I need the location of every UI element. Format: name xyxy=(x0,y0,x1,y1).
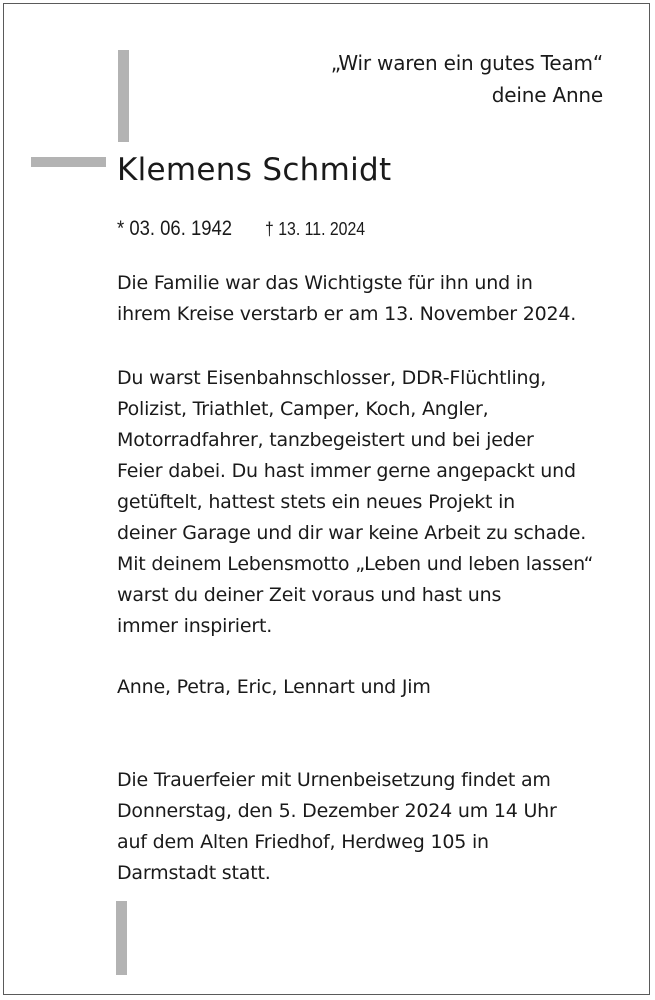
text-line: getüftelt, hattest stets ein neues Projekt in xyxy=(117,491,516,513)
paragraph-family xyxy=(117,268,617,330)
text-line: Die Trauerfeier mit Urnenbeisetzung findet am xyxy=(117,769,551,791)
text-line: Mit deinem Lebensmotto „Leben und leben lassen“ xyxy=(117,553,594,575)
text-line: ihrem Kreise verstarb er am 13. November 2024. xyxy=(117,303,577,325)
text-line: deiner Garage und dir war keine Arbeit zu schade. xyxy=(117,522,587,544)
cross-bar-horizontal xyxy=(31,157,106,167)
cross-bar-vertical-bottom xyxy=(116,901,127,975)
deceased-name: Klemens Schmidt xyxy=(117,152,392,188)
paragraph-life xyxy=(117,363,617,642)
quote-block xyxy=(331,47,603,111)
quote-author: deine Anne xyxy=(491,83,603,107)
text-line: immer inspiriert. xyxy=(117,615,273,637)
signature: Anne, Petra, Eric, Lennart und Jim xyxy=(117,676,431,698)
text-line: Polizist, Triathlet, Camper, Koch, Angler, xyxy=(117,398,489,420)
text-line: Motorradfahrer, tanzbegeistert und bei jeder xyxy=(117,429,534,451)
text-line: auf dem Alten Friedhof, Herdweg 105 in xyxy=(117,831,489,853)
cross-bar-vertical-top xyxy=(118,50,129,142)
text-line: Die Familie war das Wichtigste für ihn und in xyxy=(117,272,533,294)
text-line: Feier dabei. Du hast immer gerne angepackt und xyxy=(117,460,576,482)
text-line: warst du deiner Zeit voraus und hast uns xyxy=(117,584,502,606)
quote-text: „Wir waren ein gutes Team“ xyxy=(330,51,603,75)
life-dates xyxy=(117,214,379,244)
text-line: Du warst Eisenbahnschlosser, DDR-Flüchtling, xyxy=(117,367,547,389)
paragraph-service xyxy=(117,765,617,889)
birth-date: * 03. 06. 1942 xyxy=(117,217,233,240)
text-line: Darmstadt statt. xyxy=(117,862,271,884)
death-date: † 13. 11. 2024 xyxy=(265,218,366,239)
text-line: Donnerstag, den 5. Dezember 2024 um 14 Uhr xyxy=(117,800,557,822)
